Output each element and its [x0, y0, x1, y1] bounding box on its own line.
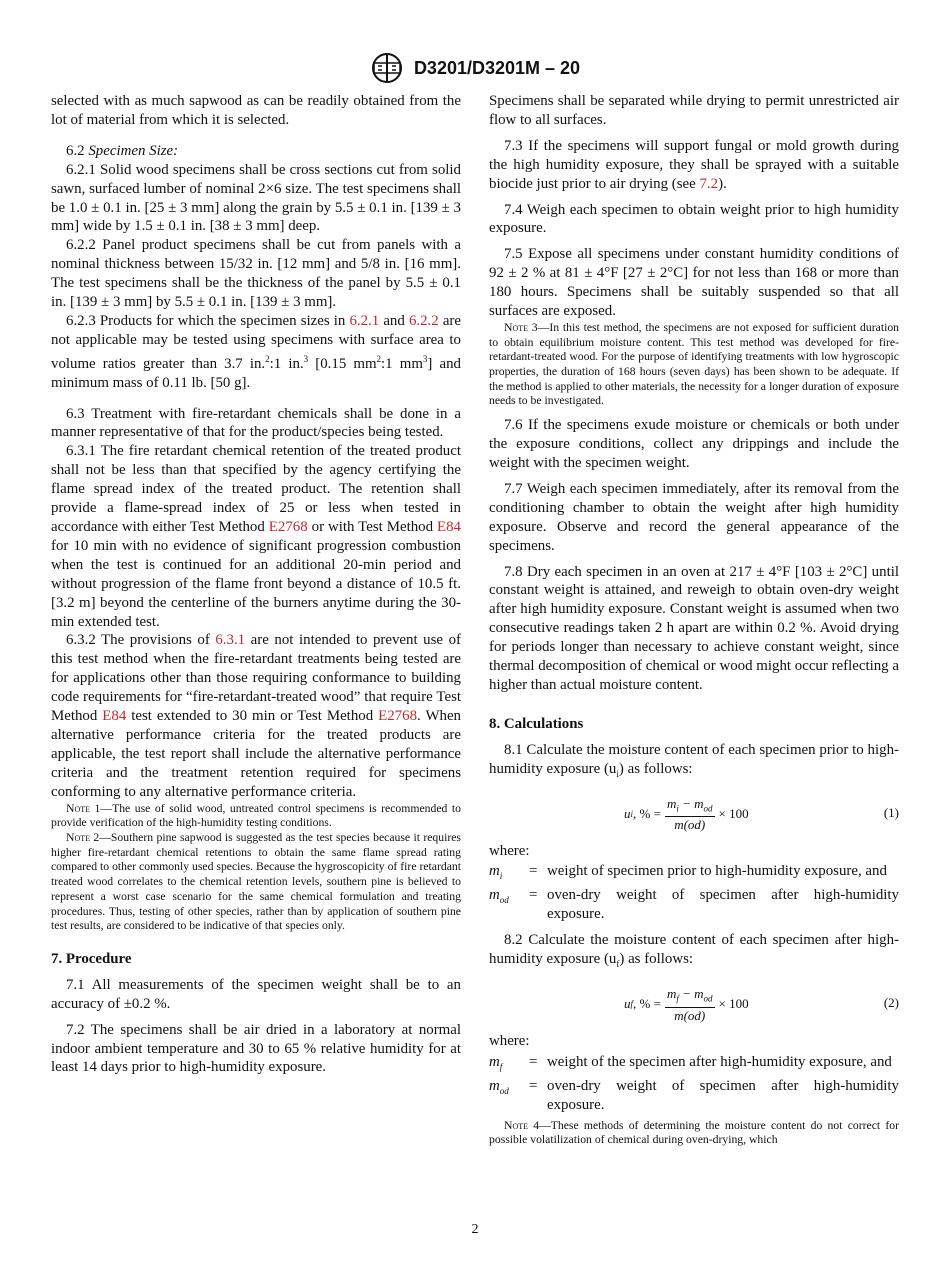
section-7-heading: 7. Procedure [51, 950, 132, 967]
paragraph-6-2-1: 6.2.1 Solid wood specimens shall be cross sections cut from solid sawn, surfaced lumber of nominal 2×6 size. The test specimens shall be 1.0 ± 0.1 in. [25 ± 3 mm] along the grain by 5.5 ± 0.1 in. [139 ± 3 mm] wide by 1.5 ± 0.1 in. [38 ± 3 mm] deep. [51, 161, 461, 235]
left-column [51, 92, 461, 1077]
where-label: where: [489, 842, 530, 859]
link-6-3-1[interactable]: 6.3.1 [215, 632, 246, 649]
note-1: Note 1—The use of solid wood, untreated control specimens is recommended to provide verification of the high-humidity testing conditions. [51, 801, 461, 830]
paragraph-6-3-1: 6.3.1 The fire retardant chemical retention of the treated product shall not be less than that specified by the agency certifying the flame spread index of the treated product. The retention shall provide a flame-spread index of 25 or less when tested in accordance with either Test Method E2768 or with Test Method E84 for 10 min with no evidence of significant progression combustion when the test is continued for an additional 20-min period and without progression of the flame front beyond a distance of 10.5 ft. [3.2 m] beyond the centerline of the burners anytime during the 30-min extended test. [51, 443, 461, 630]
where-label: where: [489, 1032, 530, 1049]
paragraph-7-5: 7.5 Expose all specimens under constant humidity conditions of 92 ± 2 % at 81 ± 4°F [27 ± 2°C] for not less than 168 or more than 180 hours. Specimens shall be suitably suspended so that all surfaces are exposed. [489, 246, 899, 320]
link-6-2-1[interactable]: 6.2.1 [349, 312, 380, 329]
paragraph-7-8: 7.8 Dry each specimen in an oven at 217 ± 4°F [103 ± 2°C] until constant weight is attained, and reweigh to obtain oven-dry weight after high humidity exposure. Constant weight is assumed when two consecutive readings taken 2 h apart are within 0.2 %. Avoid drying for periods longer than necessary to achieve constant weight, since thermal decomposition of chemical or wood might occur reflecting a higher than actual moisture content. [489, 563, 899, 693]
link-e84[interactable]: E84 [437, 519, 461, 535]
astm-logo-icon [370, 52, 404, 84]
paragraph-7-7: 7.7 Weigh each specimen immediately, after its removal from the conditioning chamber to obtain the weight after high humidity exposure. Observe and record the general appearance of the specimens. [489, 480, 899, 554]
equation-2: u f , % = $\frac{m_f - m_{od}}{m(od)}$ × 100 (2) [624, 985, 899, 1023]
link-7-2[interactable]: 7.2 [699, 175, 719, 192]
paragraph-6-2-3: 6.2.3 Products for which the specimen sizes in 6.2.1 and 6.2.2 are not applicable may be tested using specimens with surface area to volume ratios greater than 3.7 in.$^2$:1 in.$^3$ [0.15 $mm^2:1$ $mm^3$] and minimum mass of 0.11 lb. [50 g]. [51, 312, 461, 391]
note-3: Note 3—In this test method, the specimens are not exposed for sufficient duration to obtain equilibrium moisture content. This test method was developed for fire-retardant-treated wood. For the purpose of identifying treatments with low hygroscopic properties, the duration of 168 hours (seven days) has been shown to be adequate. If the method is applied to other materials, the necessity for a longer duration of exposure needs to be investigated. [489, 320, 900, 408]
paragraph-intro: selected with as much sapwood as can be readily obtained from the lot of material from which it is selected. [51, 93, 461, 128]
paragraph-7-1: 7.1 All measurements of the specimen weight shall be to an accuracy of ±0.2 %. [51, 976, 461, 1012]
equation-1: u i , % = $\frac{m_i - m_{od}}{m(od)}$ × 100 (1) [624, 795, 899, 833]
note-4: Note 4—These methods of determining the moisture content do not correct for possible volatilization of chemical during oven-drying, which [489, 1118, 899, 1147]
page-number: 2 [471, 1222, 479, 1237]
link-6-2-2[interactable]: 6.2.2 [408, 312, 439, 329]
definitions-list: $m_f$ = weight of the specimen after high-humidity exposure, and $m_{od}$ = oven-dry weight of specimen after high-humidity exposure. [489, 1053, 899, 1113]
definitions-list: $m_i$ = weight of specimen prior to high-humidity exposure, and $m_{od}$ = oven-dry weight of specimen after high-humidity exposure. [489, 863, 899, 923]
page-header [0, 52, 950, 84]
paragraph-8-1: 8.1 Calculate the moisture content of each specimen prior to high-humidity exposure $(u_i)$ as follows: [489, 741, 899, 779]
paragraph-7-2: 7.2 The specimens shall be air dried in a laboratory at normal indoor ambient temperature and 30 to 65 % relative humidity for at least 14 days prior to high-humidity exposure. [51, 1021, 461, 1076]
paragraph-7-6: 7.6 If the specimens exude moisture or chemicals or both under the exposure conditions, collect any drippings and include the weight with the specimen weight. [489, 417, 899, 471]
equation-number: (2) [883, 994, 899, 1010]
paragraph-8-2: 8.2 Calculate the moisture content of each specimen after high-humidity exposure $(u_f)$ as follows: [489, 932, 899, 970]
paragraph-7-3: 7.3 If the specimens will support fungal or mold growth during the high humidity exposure, they shall be sprayed with a suitable biocide just prior to air drying (see 7.2). [489, 137, 899, 192]
paragraph-6-3-2: 6.3.2 The provisions of 6.3.1 are not intended to prevent use of this test method when the fire-retardant treatments being tested are for applications other than those requiring conformance to building code requirements for “fire-retardant-treated wood” that require Test Method E84 test extended to 30 min or Test Method E2768. When alternative performance criteria for the treated products are applicable, the test report shall include the alternative performance criteria and the treatment retention required for specimens conforming to any alternative performance criteria. [51, 632, 462, 800]
standard-designation: D3201/D3201M – 20 [413, 57, 581, 78]
section-6-2-heading: 6.2 Specimen Size: [66, 142, 179, 159]
link-e2768[interactable]: E2768 [268, 519, 308, 535]
link-e84[interactable]: E84 [102, 708, 127, 725]
paragraph-7-4: 7.4 Weigh each specimen to obtain weight prior to high humidity exposure. [489, 201, 899, 237]
note-2: Note 2—Southern pine sapwood is suggested as the test species because it requires higher fire-retardant chemical retentions to obtain the same flame spread rating compared to other commonly used species. Because the hygroscopicity of fire retardant treated wood correlates to the chemical retention levels, southern pine is believed to represent a worst case scenario for the same chemical formulation and treating procedures. Thus, testing of other species, rather than by application of southern pine test results, are considered to be indicative of that species only. [51, 831, 461, 933]
paragraph-7-2-continued: Specimens shall be separated while drying to permit unrestricted air flow to all surfaces. [489, 93, 899, 128]
link-e2768[interactable]: E2768 [378, 708, 418, 725]
equation-number: (1) [883, 804, 899, 820]
paragraph-6-2-2: 6.2.2 Panel product specimens shall be cut from panels with a nominal thickness between 15/32 in. [12 mm] and 5/8 in. [16 mm]. The test specimens shall be the thickness of the panel by 5.5 ± 0.1 in. [139 ± 3 mm] by 5.5 ± 0.1 in. [139 ± 3 mm]. [51, 237, 461, 311]
right-column [489, 92, 899, 1148]
section-8-heading: 8. Calculations [489, 715, 584, 732]
paragraph-6-3: 6.3 Treatment with fire-retardant chemicals shall be done in a manner representative of that for the product/species being tested. [51, 405, 461, 441]
